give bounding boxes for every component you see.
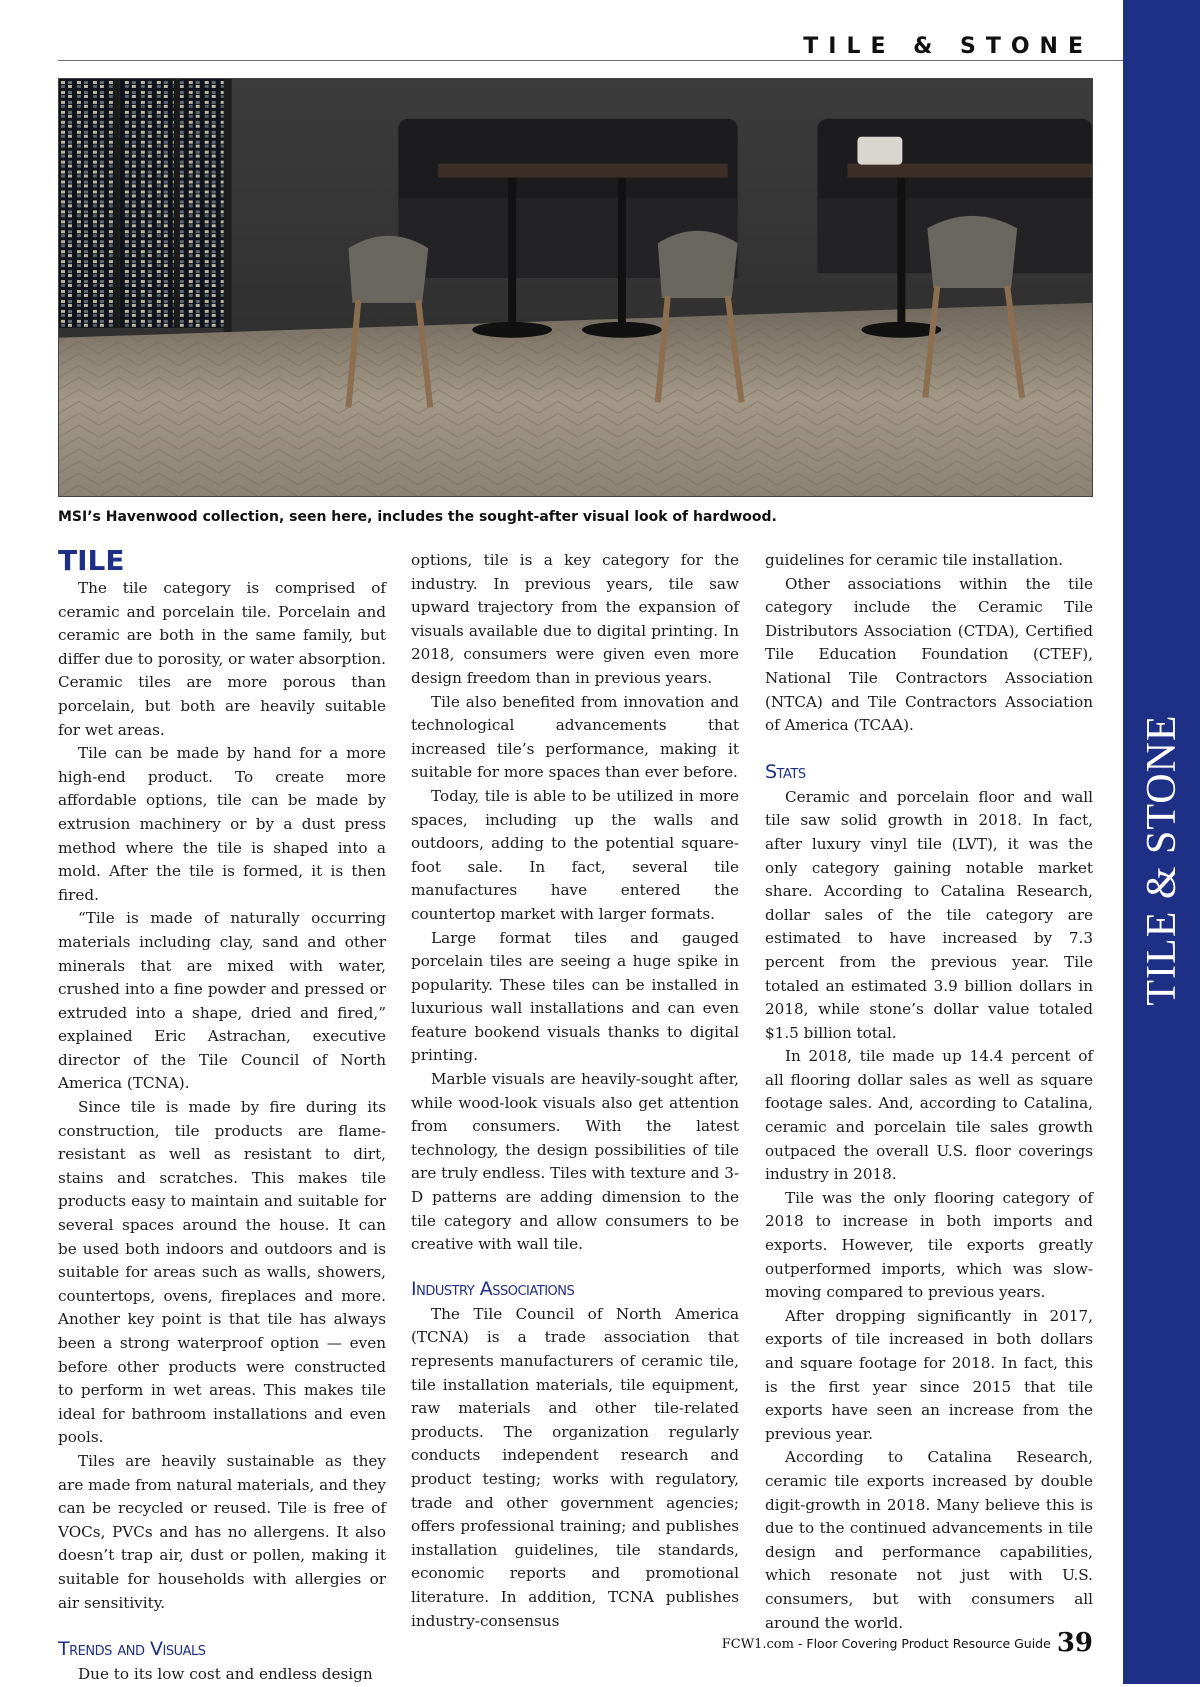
paragraph: Marble visuals are heavily-sought after, while wood-look visuals also get attention from consumers. With the latest technology, the design possibilities of tile are truly endless. Tiles with texture and 3-D patterns are adding dimension to the tile category and allow consumers to be creative with wall tile. <box>411 1070 739 1254</box>
section-side-tab <box>1123 0 1200 1684</box>
subhead-industry-associations: Industry Associations <box>411 1277 575 1300</box>
footer-guide-title: - Floor Covering Product Resource Guide <box>793 1636 1051 1651</box>
paragraph: Tiles are heavily sustainable as they are made from natural materials, and they can be recycled or reused. Tile is free of VOCs, PVCs and has no allergens. It also doesn’t trap air, dust or pollen, making it suitable for households with allergies or air sensitivity. <box>58 1451 386 1612</box>
paragraph: Other associations within the tile category include the Ceramic Tile Distributors Association (CTDA), Certified Tile Education Foundation (CTEF), National Tile Contractors Association (NTCA) and Tile Contractors Association of America (TCAA). <box>765 574 1093 735</box>
page-number: 39 <box>1056 1628 1093 1658</box>
paragraph: Ceramic and porcelain floor and wall tile saw solid growth in 2018. In fact, after luxury vinyl tile (LVT), it was the only category gaining notable market share. According to Catalina Research, dollar sales of the tile category are estimated to have increased by 7.3 percent from the previous year. Tile totaled an estimated 3.9 billion dollars in 2018, while stone’s dollar value totaled $1.5 billion total. <box>765 787 1093 1042</box>
paragraph: options, tile is a key category for the industry. In previous years, tile saw upward trajectory from the expansion of visuals available due to digital printing. In 2018, consumers were given even more design freedom than in previous years. <box>411 551 739 687</box>
paragraph: Today, tile is able to be utilized in more spaces, including up the walls and outdoors, adding to the potential square-foot sale. In fact, several tile manufactures have entered the countertop market with larger formats. <box>411 786 739 923</box>
article-title: TILE <box>58 544 125 577</box>
paragraph: Since tile is made by fire during its construction, tile products are flame-resistant as well as resistant to dirt, stains and scratches. This makes tile products easy to maintain and suitable for several spaces around the house. It can be used both indoors and outdoors and is suitable for areas such as walls, showers, countertops, ovens, fireplaces and more. Another key point is that tile has always been a strong waterproof option — even before other products were constructed to perform in wet areas. This makes tile ideal for bathroom installations and even pools. <box>58 1098 386 1447</box>
restaurant-photo <box>58 78 1093 497</box>
side-tab-label: TILE & STONE <box>1138 714 1185 1006</box>
paragraph: The tile category is comprised of ceramic and porcelain tile. Porcelain and ceramic are both in the same family, but differ due to porosity, or water absorption. Ceramic tiles are more porous than porcelain, but both are heavily suitable for wet areas. <box>58 579 386 739</box>
paragraph: Tile was the only flooring category of 2018 to increase in both imports and exports. However, tile exports greatly outperformed imports, which was slow-moving compared to previous years. <box>765 1188 1093 1302</box>
paragraph: In 2018, tile made up 14.4 percent of all flooring dollar sales as well as square footage sales. And, according to Catalina, ceramic and porcelain tile sales growth outpaced the overall U.S. floor coverings industry in 2018. <box>765 1047 1093 1184</box>
paragraph: guidelines for ceramic tile installation. <box>765 551 1064 569</box>
paragraph: According to Catalina Research, ceramic tile exports increased by double digit-growth in 2018. Many believe this is due to the continued advancements in tile design and performance capabilities, which resonate not just with U.S. consumers, but with consumers all around the world. <box>765 1448 1093 1632</box>
paragraph: After dropping significantly in 2017, exports of tile increased in both dollars and square footage for 2018. In fact, this is the first year since 2015 that tile exports have seen an increase from the previous year. <box>765 1306 1093 1443</box>
page-footer <box>722 1628 1093 1658</box>
subhead-stats: Stats <box>765 760 806 783</box>
subhead-trends: Trends and Visuals <box>58 1638 206 1661</box>
photo-caption: MSI’s Havenwood collection, seen here, includes the sought-after visual look of hardwood. <box>58 509 777 525</box>
running-header: TILE & STONE <box>803 34 1093 59</box>
paragraph: Tile can be made by hand for a more high-end product. To create more affordable options, tile can be made by extrusion machinery or by a dust press method where the tile is shaped into a mold. After the tile is formed, it is then fired. <box>58 744 386 904</box>
column-1 <box>58 545 386 1687</box>
column-3 <box>765 549 1093 1635</box>
restaurant-photo-illustration <box>59 79 1092 496</box>
paragraph: Due to its low cost and endless design <box>78 1665 373 1684</box>
paragraph: “Tile is made of naturally occurring materials including clay, sand and other minerals that are mixed with water, crushed into a fine powder and pressed or extruded into a shape, dried and fired,” explained Eric Astrachan, executive director of the Tile Council of North America (TCNA). <box>58 909 386 1093</box>
paragraph: Large format tiles and gauged porcelain tiles are seeing a huge spike in popularity. These tiles can be installed in luxurious wall installations and can even feature bookend visuals thanks to digital printing. <box>411 928 739 1065</box>
column-2 <box>411 549 739 1633</box>
header-rule <box>58 60 1123 61</box>
paragraph: The Tile Council of North America (TCNA) is a trade association that represents manufacturers of ceramic tile, tile installation materials, tile equipment, raw materials and other tile-related products. The organization regularly conducts independent research and product testing; works with regulatory, trade and other government agencies; offers professional training; and publishes installation guidelines, tile standards, economic reports and promotional literature. In addition, TCNA publishes industry-consensus <box>411 1304 739 1630</box>
paragraph: Tile also benefited from innovation and technological advancements that increased tile’s performance, making it suitable for more spaces than ever before. <box>411 692 739 782</box>
footer-site: FCW1.com <box>721 1637 794 1652</box>
